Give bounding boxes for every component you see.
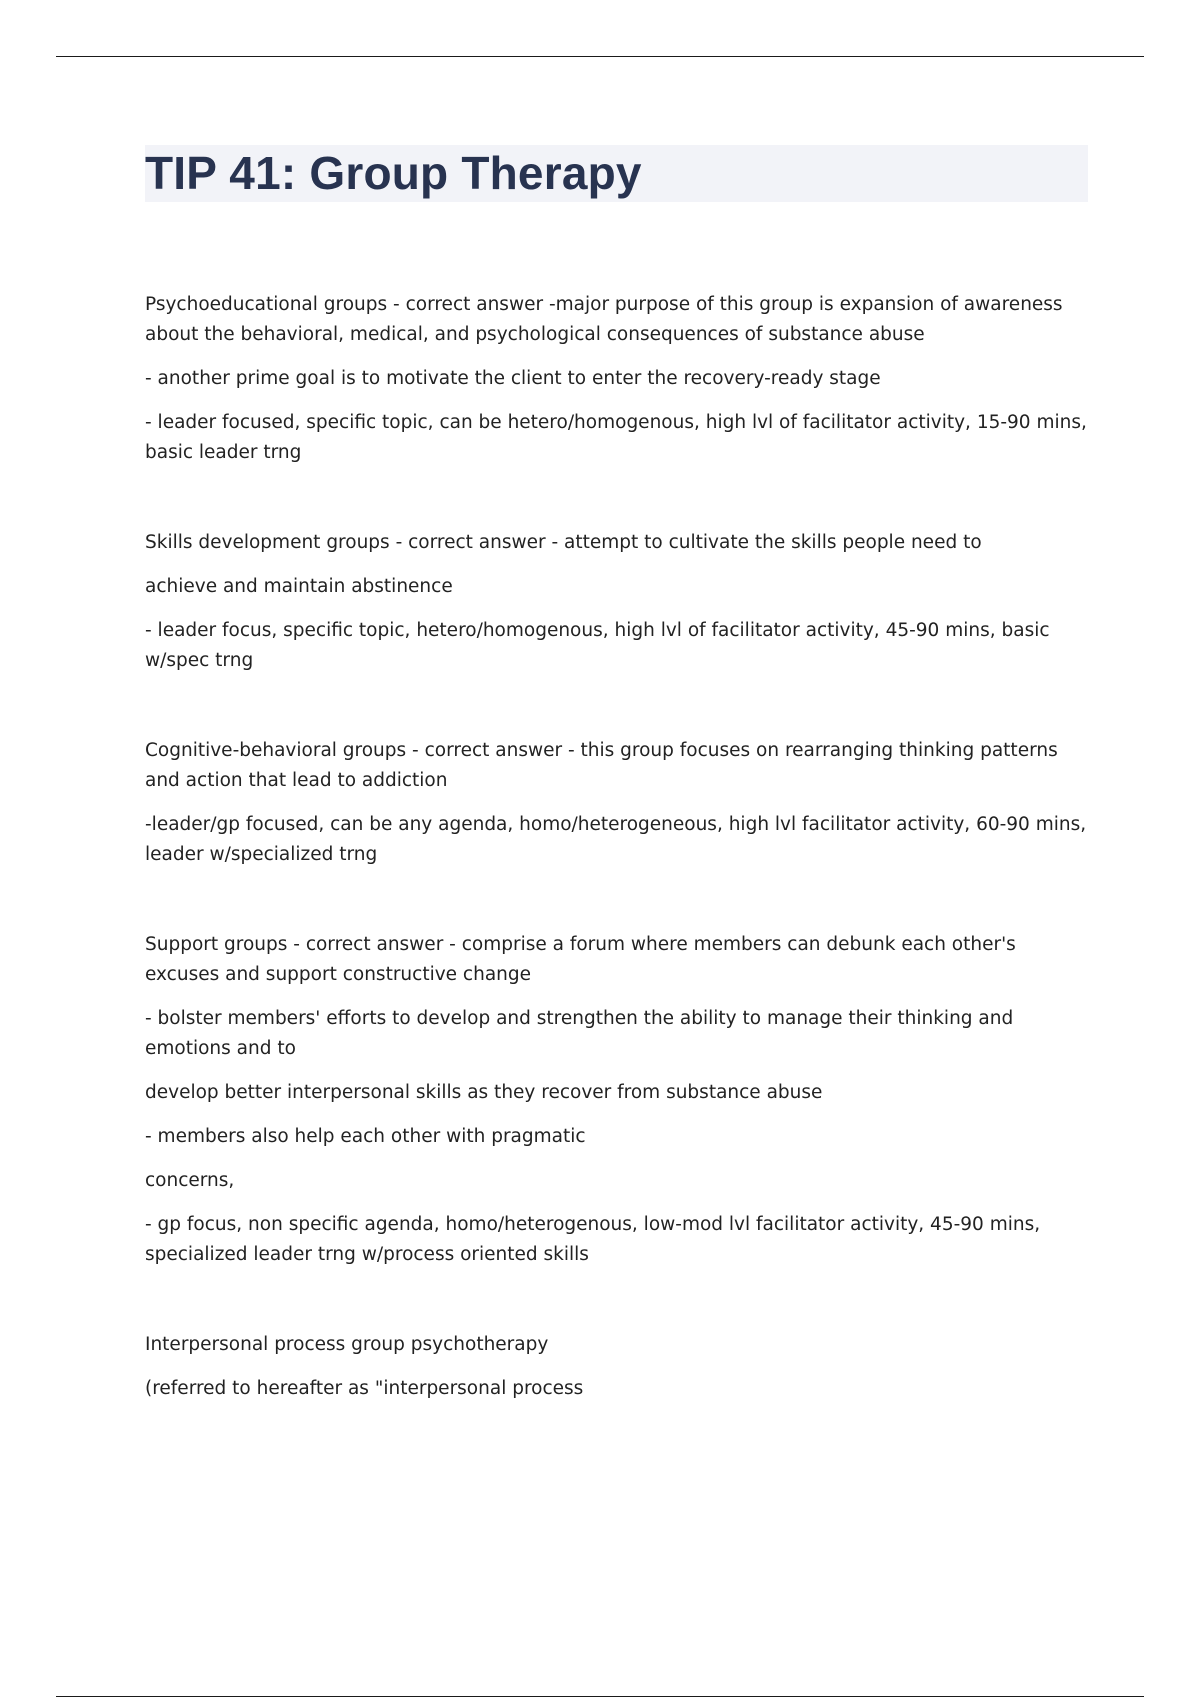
section-support-groups — [145, 930, 1090, 1270]
paragraph: - bolster members' efforts to develop and strengthen the ability to manage their thinking and emotions and to — [145, 1008, 1014, 1059]
section-skills-development-groups — [145, 528, 1090, 676]
paragraph: - gp focus, non specific agenda, homo/heterogenous, low-mod lvl facilitator activity, 45-90 mins, specialized leader trng w/process oriented skills — [145, 1214, 1041, 1265]
paragraph: Skills development groups - correct answer - attempt to cultivate the skills people need to — [145, 532, 982, 553]
footer-rule — [56, 1696, 1144, 1697]
paragraph: (referred to hereafter as "interpersonal process — [145, 1378, 584, 1399]
page-title: TIP 41: Group Therapy — [145, 147, 642, 199]
section-cognitive-behavioral-groups — [145, 736, 1090, 870]
paragraph: Cognitive-behavioral groups - correct answer - this group focuses on rearranging thinking patterns and action that lead to addiction — [145, 740, 1058, 791]
paragraph: - leader focus, specific topic, hetero/homogenous, high lvl of facilitator activity, 45-90 mins, basic w/spec trng — [145, 620, 1050, 671]
header-rule — [56, 56, 1144, 57]
paragraph: develop better interpersonal skills as they recover from substance abuse — [145, 1082, 823, 1103]
paragraph: achieve and maintain abstinence — [145, 576, 453, 597]
paragraph: Interpersonal process group psychotherapy — [145, 1334, 549, 1355]
paragraph: Support groups - correct answer - comprise a forum where members can debunk each other's excuses and support constructive change — [145, 934, 1016, 985]
document-body — [145, 290, 1090, 1404]
section-interpersonal-process-group — [145, 1330, 1090, 1404]
paragraph: Psychoeducational groups - correct answer -major purpose of this group is expansion of awareness about the behavioral, medical, and psychological consequences of substance abuse — [145, 294, 1063, 345]
section-psychoeducational-groups — [145, 290, 1090, 468]
paragraph: concerns, — [145, 1170, 235, 1191]
paragraph: -leader/gp focused, can be any agenda, homo/heterogeneous, high lvl facilitator activity, 60-90 mins, leader w/specialized trng — [145, 814, 1087, 865]
paragraph: - leader focused, specific topic, can be hetero/homogenous, high lvl of facilitator activity, 15-90 mins, basic leader trng — [145, 412, 1087, 463]
paragraph: - members also help each other with pragmatic — [145, 1126, 586, 1147]
paragraph: - another prime goal is to motivate the client to enter the recovery-ready stage — [145, 368, 881, 389]
